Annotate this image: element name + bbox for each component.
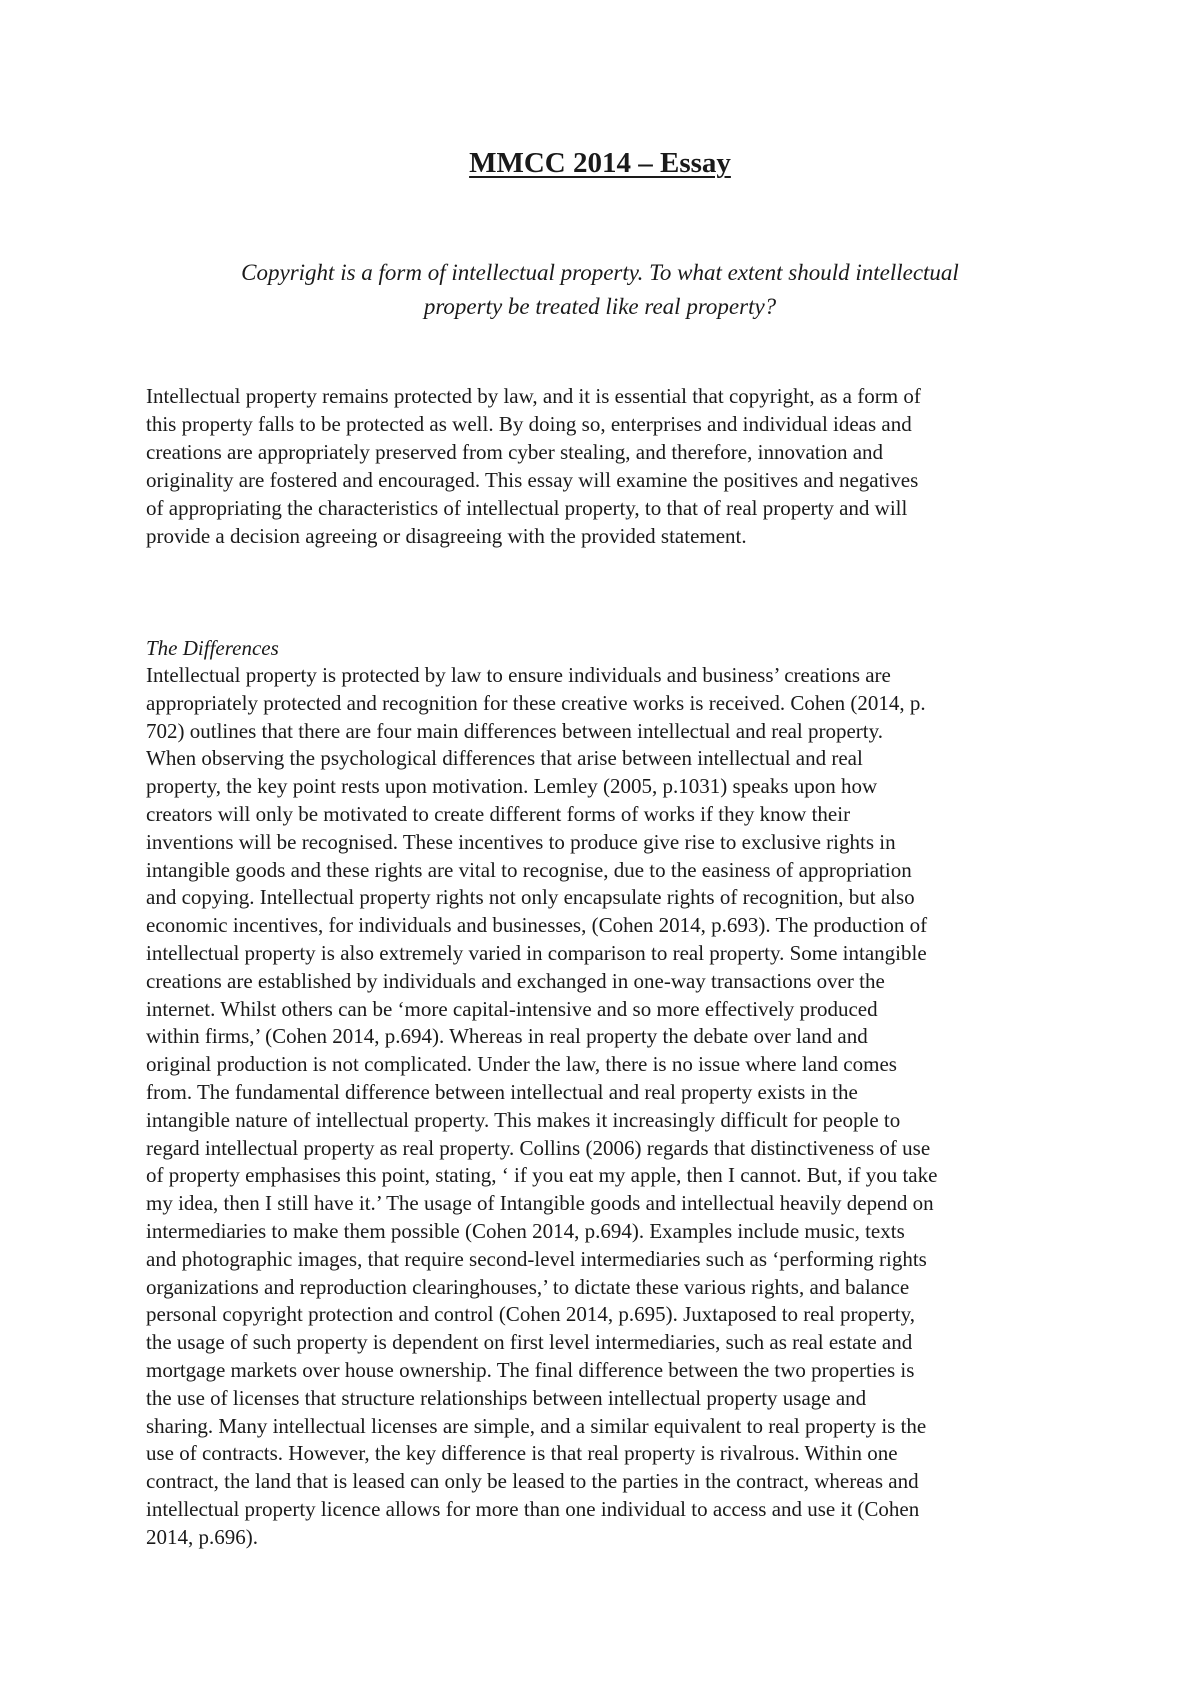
body-line: creations are established by individuals and exchanged in one-way transactions over the [146,968,885,993]
body-line: regard intellectual property as real property. Collins (2006) regards that distinctiveness of use [146,1135,931,1160]
body-line: of property emphasises this point, stating, ‘ if you eat my apple, then I cannot. But, if you take [146,1163,938,1188]
body-line: use of contracts. However, the key difference is that real property is rivalrous. Within one [146,1441,898,1466]
body-line: and copying. Intellectual property rights not only encapsulate rights of recognition, but also [146,885,915,910]
body-line: organizations and reproduction clearinghouses,’ to dictate these various rights, and balance [146,1274,910,1299]
intro-line: originality are fostered and encouraged. This essay will examine the positives and negatives [146,468,919,492]
body-line: intellectual property is also extremely varied in comparison to real property. Some intangible [146,940,927,965]
body-line: intangible nature of intellectual property. This makes it increasingly difficult for people to [146,1107,901,1132]
body-line: property, the key point rests upon motivation. Lemley (2005, p.1031) speaks upon how [146,774,878,799]
body-line: internet. Whilst others can be ‘more capital-intensive and so more effectively produced [146,996,878,1021]
body-line: creators will only be motivated to create different forms of works if they know their [146,801,851,826]
intro-line: provide a decision agreeing or disagreeing with the provided statement. [146,524,747,548]
body-line: 2014, p.696). [146,1524,258,1549]
body-line: the use of licenses that structure relationships between intellectual property usage and [146,1385,867,1410]
intro-line: creations are appropriately preserved from cyber stealing, and therefore, innovation and [146,440,884,464]
body-line: intellectual property licence allows for more than one individual to access and use it (Cohen [146,1496,920,1521]
body-line: within firms,’ (Cohen 2014, p.694). Whereas in real property the debate over land and [146,1024,868,1049]
body-line: When observing the psychological differences that arise between intellectual and real [146,746,863,771]
body-line: contract, the land that is leased can only be leased to the parties in the contract, whereas and [146,1469,919,1494]
body-line: from. The fundamental difference between intellectual and real property exists in the [146,1079,858,1104]
section-heading: The Differences [146,636,279,660]
body-line: the usage of such property is dependent on first level intermediaries, such as real estate and [146,1330,913,1355]
essay-title: MMCC 2014 – Essay [469,147,731,179]
body-line: intangible goods and these rights are vital to recognise, due to the easiness of appropriation [146,857,912,882]
question-line: property be treated like real property? [423,294,777,319]
intro-line: of appropriating the characteristics of intellectual property, to that of real property and will [146,496,908,520]
body-line: mortgage markets over house ownership. The final difference between the two properties is [146,1357,915,1382]
body-line: my idea, then I still have it.’ The usage of Intangible goods and intellectual heavily depend on [146,1191,934,1216]
essay-question [146,256,1054,324]
body-line: Intellectual property is protected by law to ensure individuals and business’ creations are [146,663,891,687]
body-line: intermediaries to make them possible (Cohen 2014, p.694). Examples include music, texts [146,1218,905,1243]
body-line: economic incentives, for individuals and businesses, (Cohen 2014, p.693). The production of [146,913,928,938]
intro-paragraph [146,382,1076,550]
body-paragraph [146,662,1076,1552]
intro-line: Intellectual property remains protected by law, and it is essential that copyright, as a form of [146,384,921,408]
body-line: inventions will be recognised. These incentives to produce give rise to exclusive rights in [146,829,896,854]
body-line: appropriately protected and recognition for these creative works is received. Cohen (2014, p. [146,690,926,715]
intro-line: this property falls to be protected as well. By doing so, enterprises and individual ideas and [146,412,912,436]
body-line: sharing. Many intellectual licenses are simple, and a similar equivalent to real property is the [146,1413,927,1438]
body-line: personal copyright protection and control (Cohen 2014, p.695). Juxtaposed to real property, [146,1302,916,1327]
question-line: Copyright is a form of intellectual property. To what extent should intellectual [241,260,959,285]
body-line: and photographic images, that require second-level intermediaries such as ‘performing rights [146,1246,927,1271]
body-line: 702) outlines that there are four main differences between intellectual and real property. [146,718,884,743]
body-line: original production is not complicated. Under the law, there is no issue where land comes [146,1052,897,1077]
